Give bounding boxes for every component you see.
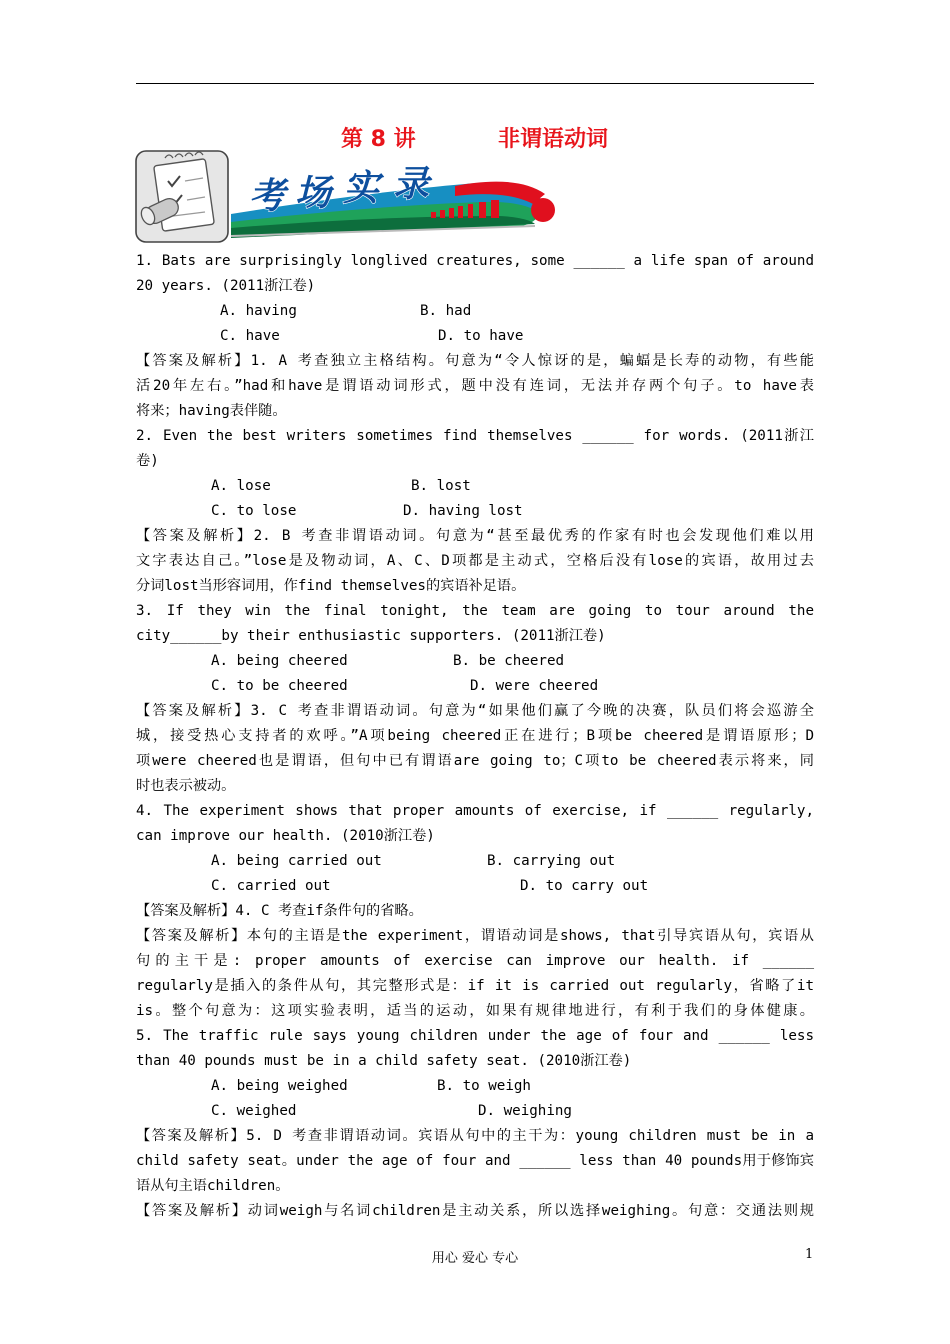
options-row <box>136 299 814 324</box>
page-number: 1 <box>805 1247 814 1262</box>
answer-option: B. to weigh <box>437 1078 531 1094</box>
text-line: child safety seat。under the age of four and ______ less than 40 pounds用于修饰宾 <box>136 1153 814 1169</box>
options-row <box>136 499 814 524</box>
text-line: can improve our health. (2010浙江卷) <box>136 828 435 844</box>
text-line: 活20年左右。”had和have是谓语动词形式，题中没有连词，无法并存两个句子。to have表 <box>136 378 814 394</box>
answer-line: 【答案及解析】2. B 考查非谓语动词。句意为“甚至最优秀的作家有时也会发现他们难以用 <box>136 528 814 544</box>
text-line: 城，接受热心支持者的欢呼。”A项being cheered正在进行；B项be cheered是谓语原形；D <box>136 728 814 744</box>
text-line: 卷) <box>136 453 159 469</box>
answer-option: B. carrying out <box>487 853 616 869</box>
answer-option: B. lost <box>411 478 471 494</box>
answer-line: 【答案及解析】5. D 考查非谓语动词。宾语从句中的主干为：young children must be in a <box>136 1128 814 1144</box>
lecture-number: 第 8 讲 <box>341 127 416 152</box>
text-line: than 40 pounds must be in a child safety seat. (2010浙江卷) <box>136 1053 632 1069</box>
options-row <box>136 324 814 349</box>
text-line: city______by their enthusiastic supporters. (2011浙江卷) <box>136 628 606 644</box>
banner-char: 录 <box>393 164 430 205</box>
answer-option: A. being carried out <box>211 853 382 869</box>
text-line: 1. Bats are surprisingly longlived creatures, some ______ a life span of around <box>136 253 814 269</box>
page-title <box>0 122 950 152</box>
text-line: 3. If they win the final tonight, the team are going to tour around the <box>136 603 814 619</box>
text-line: is。整个句意为：这项实验表明，适当的运动，如果有规律地进行，有利于我们的身体健康。 <box>136 1003 814 1019</box>
options-row <box>136 474 814 499</box>
answer-option: B. be cheered <box>453 653 565 669</box>
banner-char: 考 <box>249 176 286 217</box>
text-line: 文字表达自己。”lose是及物动词，A、C、D项都是主动式，空格后没有lose的宾语，故用过去 <box>136 553 814 569</box>
answer-option: D. to have <box>438 328 524 344</box>
text-line: 5. The traffic rule says young children under the age of four and ______ less <box>136 1028 814 1044</box>
notepad-icon <box>136 151 228 242</box>
answer-option: C. have <box>220 328 280 344</box>
options-row <box>136 674 814 699</box>
banner-char: 实 <box>343 168 380 209</box>
answer-line: 【答案及解析】4. C 考查if条件句的省略。 <box>136 903 423 919</box>
lecture-topic: 非谓语动词 <box>498 127 609 152</box>
banner-char: 场 <box>295 173 332 214</box>
answer-option: B. had <box>420 303 472 319</box>
answer-option: D. having lost <box>403 503 523 519</box>
answer-line: 【答案及解析】3. C 考查非谓语动词。句意为“如果他们赢了今晚的决赛，队员们将会巡游全 <box>136 703 814 719</box>
answer-option: C. to be cheered <box>211 678 348 694</box>
exam-banner <box>135 150 557 244</box>
text-line: 句的主干是: proper amounts of exercise can improve our health. if ______ <box>136 953 814 969</box>
text-line: 语从句主语children。 <box>136 1178 290 1194</box>
text-line: 2. Even the best writers sometimes find themselves ______ for words. (2011浙江 <box>136 428 814 444</box>
options-row <box>136 1099 814 1124</box>
answer-option: A. being weighed <box>211 1078 348 1094</box>
answer-option: D. were cheered <box>470 678 599 694</box>
answer-option: A. lose <box>211 478 271 494</box>
text-line: 时也表示被动。 <box>136 778 236 794</box>
header-rule <box>136 83 814 84</box>
options-row <box>136 874 814 899</box>
answer-option: D. to carry out <box>520 878 649 894</box>
options-row <box>136 849 814 874</box>
answer-option: A. being cheered <box>211 653 348 669</box>
document-body <box>136 249 814 1224</box>
text-line: 分词lost当形容词用，作find themselves的宾语补足语。 <box>136 578 526 594</box>
answer-line: 【答案及解析】动词weigh与名词children是主动关系，所以选择weighing。句意：交通法则规 <box>136 1203 814 1219</box>
footer-motto: 用心 爱心 专心 <box>431 1251 519 1266</box>
text-line: 将来；having表伴随。 <box>136 403 287 419</box>
text-line: 20 years. (2011浙江卷) <box>136 278 316 294</box>
options-row <box>136 1074 814 1099</box>
answer-option: C. weighed <box>211 1103 297 1119</box>
answer-option: A. having <box>220 303 297 319</box>
text-line: regularly是插入的条件从句，其完整形式是：if it is carried out regularly，省略了it <box>136 978 814 994</box>
text-line: 4. The experiment shows that proper amounts of exercise, if ______ regularly, <box>136 803 814 819</box>
answer-option: D. weighing <box>478 1103 572 1119</box>
answer-option: C. to lose <box>211 503 297 519</box>
options-row <box>136 649 814 674</box>
answer-option: C. carried out <box>211 878 331 894</box>
answer-line: 【答案及解析】本句的主语是the experiment，谓语动词是shows, that引导宾语从句，宾语从 <box>136 928 814 944</box>
text-line: 项were cheered也是谓语，但句中已有谓语are going to；C项to be cheered表示将来，同 <box>136 753 814 769</box>
answer-line: 【答案及解析】1. A 考查独立主格结构。句意为“令人惊讶的是，蝙蝠是长寿的动物，有些能 <box>136 353 814 369</box>
